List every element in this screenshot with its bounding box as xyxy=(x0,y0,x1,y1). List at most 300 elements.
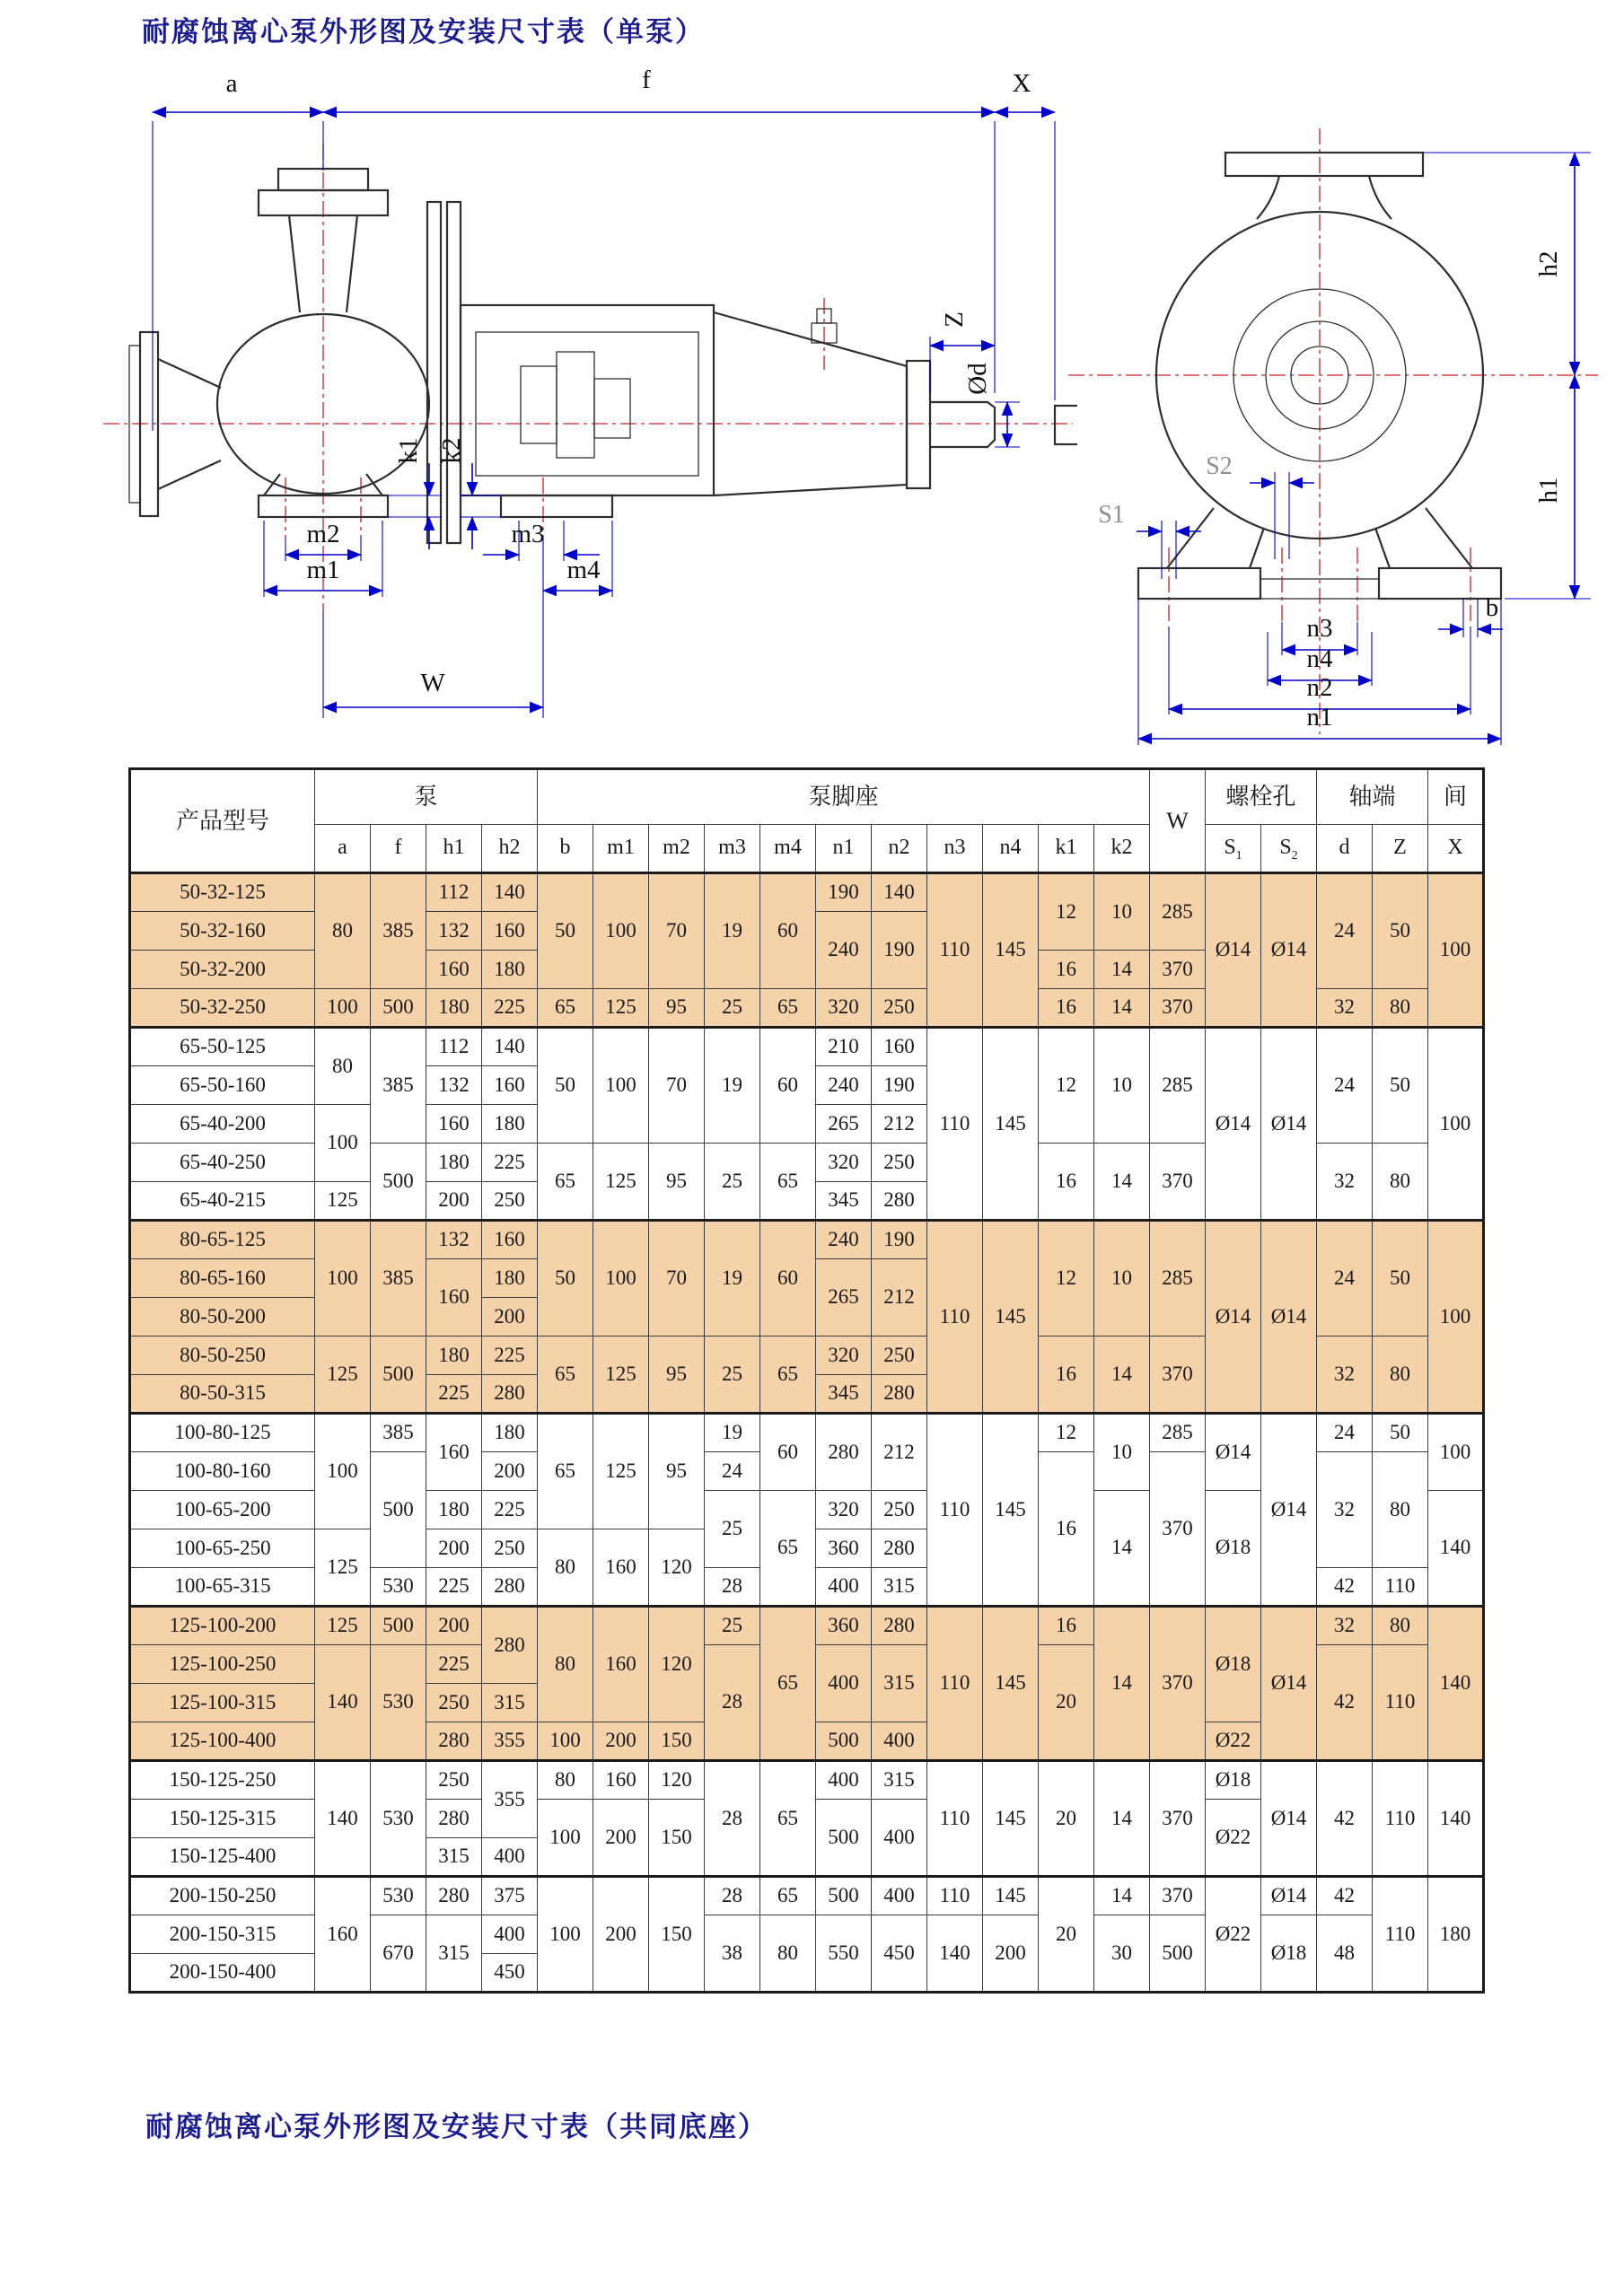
table-cell: 14 xyxy=(1094,1877,1150,1915)
table-cell: 145 xyxy=(983,1607,1039,1761)
table-cell: 14 xyxy=(1094,989,1150,1028)
table-cell: 110 xyxy=(1373,1761,1428,1877)
dim-w xyxy=(323,537,543,718)
table-cell: 670 xyxy=(371,1915,426,1993)
table-cell: 65 xyxy=(760,1144,816,1221)
table-cell: 160 xyxy=(426,951,482,989)
table-cell: 65 xyxy=(760,1607,816,1761)
table-cell: 530 xyxy=(371,1568,426,1607)
dim-feet-vertical xyxy=(388,438,501,550)
table-cell: 125 xyxy=(315,1336,371,1414)
dim-shaft xyxy=(930,311,1020,447)
table-cell: 60 xyxy=(760,1028,816,1144)
table-cell: 200 xyxy=(593,1722,649,1761)
table-cell: 10 xyxy=(1094,1414,1150,1491)
table-cell: 145 xyxy=(983,1761,1039,1877)
table-cell: 200-150-315 xyxy=(130,1915,315,1954)
table-cell: 110 xyxy=(1373,1645,1428,1761)
table-cell: 370 xyxy=(1150,1452,1206,1607)
table-cell: 60 xyxy=(760,1414,816,1491)
table-cell: Ø14 xyxy=(1261,1221,1317,1414)
table-cell: 16 xyxy=(1039,1336,1094,1414)
table-cell: 140 xyxy=(315,1761,371,1877)
table-cell: 24 xyxy=(1317,1221,1373,1336)
table-cell: Ø14 xyxy=(1206,1414,1261,1491)
table-cell: 50 xyxy=(1373,1221,1428,1336)
table-row xyxy=(130,1221,1484,1259)
shaft-end xyxy=(930,402,995,447)
table-cell: 125-100-315 xyxy=(130,1684,315,1722)
table-cell: 12 xyxy=(1039,1221,1094,1336)
table-cell: 65-40-215 xyxy=(130,1182,315,1221)
table-cell: 32 xyxy=(1317,1144,1373,1221)
table-cell: Ø18 xyxy=(1261,1915,1317,1993)
discharge-flange xyxy=(1225,153,1423,176)
table-cell: 20 xyxy=(1039,1761,1094,1877)
table-cell: Ø14 xyxy=(1206,873,1261,1028)
table-cell: 225 xyxy=(482,1144,538,1182)
table-cell: 95 xyxy=(649,1144,705,1221)
table-cell: 100 xyxy=(538,1800,593,1877)
table-cell: 42 xyxy=(1317,1645,1373,1761)
table-cell: 355 xyxy=(482,1761,538,1838)
table-cell: 100 xyxy=(1428,1028,1484,1221)
table-cell: 100-80-125 xyxy=(130,1414,315,1452)
table-cell: 180 xyxy=(482,1105,538,1144)
dim-label-a: a xyxy=(225,69,238,98)
table-cell: 370 xyxy=(1150,1761,1206,1877)
table-cell: 100-65-200 xyxy=(130,1491,315,1529)
table-cell: 280 xyxy=(872,1529,927,1568)
table-cell: 280 xyxy=(872,1375,927,1414)
table-cell: 370 xyxy=(1150,1336,1206,1414)
column-header: n1 xyxy=(816,825,872,873)
dim-label-n2: n2 xyxy=(1306,673,1333,702)
table-cell: 180 xyxy=(426,1336,482,1375)
dim-label-h2: h2 xyxy=(1534,250,1563,277)
column-header: k2 xyxy=(1094,825,1150,873)
column-header: m2 xyxy=(649,825,705,873)
table-cell: 10 xyxy=(1094,1028,1150,1144)
dim-label-f: f xyxy=(642,66,651,94)
table-cell: 65 xyxy=(760,1877,816,1915)
table-cell: 125 xyxy=(315,1182,371,1221)
table-cell: 12 xyxy=(1039,1414,1094,1452)
left-foot-leg xyxy=(1167,508,1264,568)
table-cell: 65 xyxy=(538,1336,593,1414)
table-cell: 180 xyxy=(482,1414,538,1452)
table-cell: 400 xyxy=(816,1645,872,1722)
table-cell: 315 xyxy=(426,1915,482,1993)
table-cell: 65-40-250 xyxy=(130,1144,315,1182)
dim-label-m4: m4 xyxy=(566,556,601,584)
table-cell: 150-125-400 xyxy=(130,1838,315,1877)
dim-label-n3: n3 xyxy=(1306,614,1333,643)
table-cell: 16 xyxy=(1039,1607,1094,1645)
table-cell: Ø14 xyxy=(1261,1028,1317,1221)
table-cell: 80-50-250 xyxy=(130,1336,315,1375)
dim-label-od: Ød xyxy=(963,363,992,395)
table-cell: 280 xyxy=(872,1607,927,1645)
table-cell: 500 xyxy=(371,1336,426,1414)
table-cell: 160 xyxy=(426,1414,482,1491)
column-header: W xyxy=(1150,769,1206,873)
table-cell: 19 xyxy=(705,1221,760,1336)
table-cell: 110 xyxy=(1373,1877,1428,1993)
table-cell: 32 xyxy=(1317,1607,1373,1645)
table-cell: 240 xyxy=(816,1066,872,1105)
table-cell: 250 xyxy=(426,1684,482,1722)
table-cell: 14 xyxy=(1094,951,1150,989)
table-cell: 32 xyxy=(1317,1336,1373,1414)
table-cell: 110 xyxy=(927,1221,983,1414)
table-cell: 400 xyxy=(872,1722,927,1761)
table-cell: 500 xyxy=(1150,1915,1206,1993)
table-cell: 60 xyxy=(760,1221,816,1336)
table-cell: 370 xyxy=(1150,1144,1206,1221)
table-cell: 200-150-400 xyxy=(130,1954,315,1993)
table-cell: 120 xyxy=(649,1761,705,1800)
column-header: $S_2$ xyxy=(1261,825,1317,873)
column-header: 螺栓孔 xyxy=(1206,769,1317,825)
column-header: n2 xyxy=(872,825,927,873)
column-header: m4 xyxy=(760,825,816,873)
dim-label-h1: h1 xyxy=(1534,477,1563,504)
table-cell: 370 xyxy=(1150,1607,1206,1761)
table-cell: 80-65-160 xyxy=(130,1259,315,1298)
table-cell: 70 xyxy=(649,1221,705,1336)
table-cell: 125 xyxy=(593,1144,649,1221)
table-cell: 100-80-160 xyxy=(130,1452,315,1491)
table-cell: 145 xyxy=(983,1221,1039,1414)
table-cell: 48 xyxy=(1317,1915,1373,1993)
table-cell: 132 xyxy=(426,912,482,951)
header-row xyxy=(130,769,1484,825)
table-cell: 225 xyxy=(482,1336,538,1375)
table-cell: 50 xyxy=(1373,873,1428,989)
table-cell: 200 xyxy=(426,1182,482,1221)
table-cell: 100 xyxy=(538,1722,593,1761)
table-cell: Ø22 xyxy=(1206,1800,1261,1877)
table-cell: 20 xyxy=(1039,1645,1094,1761)
column-header: d xyxy=(1317,825,1373,873)
table-cell: 110 xyxy=(927,1761,983,1877)
table-cell: 112 xyxy=(426,873,482,912)
table-cell: 95 xyxy=(649,1336,705,1414)
table-cell: 65-40-200 xyxy=(130,1105,315,1144)
right-foot-plate xyxy=(1379,568,1501,599)
table-cell: 250 xyxy=(872,1491,927,1529)
table-cell: 200 xyxy=(593,1800,649,1877)
table-cell: 500 xyxy=(371,1452,426,1568)
pump-front-view-drawing xyxy=(1023,106,1616,752)
table-cell: 250 xyxy=(426,1761,482,1800)
table-cell: 285 xyxy=(1150,1221,1206,1336)
table-cell: 50-32-250 xyxy=(130,989,315,1028)
table-cell: 25 xyxy=(705,1607,760,1645)
table-cell: 280 xyxy=(482,1375,538,1414)
table-cell: 110 xyxy=(1373,1568,1428,1607)
page-title-bottom: 耐腐蚀离心泵外形图及安装尺寸表（共同底座） xyxy=(145,2111,768,2143)
table-cell: 180 xyxy=(482,1259,538,1298)
table-cell: 200 xyxy=(426,1529,482,1568)
table-cell: 200 xyxy=(482,1452,538,1491)
table-cell: 25 xyxy=(705,1336,760,1414)
dim-label-n4: n4 xyxy=(1306,644,1333,673)
table-cell: 28 xyxy=(705,1645,760,1761)
table-cell: 100 xyxy=(1428,873,1484,1028)
table-cell: 80 xyxy=(315,873,371,989)
dim-label-z: Z xyxy=(940,311,969,328)
table-cell: 250 xyxy=(872,1336,927,1375)
table-cell: 100 xyxy=(315,989,371,1028)
table-cell: Ø18 xyxy=(1206,1761,1261,1800)
table-cell: 200 xyxy=(983,1915,1039,1993)
dim-label-b: b xyxy=(1485,593,1499,622)
table-cell: 95 xyxy=(649,1414,705,1529)
table-cell: 225 xyxy=(426,1645,482,1684)
table-cell: 160 xyxy=(426,1105,482,1144)
table-cell: 160 xyxy=(482,912,538,951)
table-cell: 24 xyxy=(1317,1028,1373,1144)
dim-label-m1: m1 xyxy=(306,556,340,584)
table-cell: 80-65-125 xyxy=(130,1221,315,1259)
table-cell: 140 xyxy=(1428,1761,1484,1877)
table-cell: 65 xyxy=(538,1144,593,1221)
table-cell: 50-32-200 xyxy=(130,951,315,989)
page-title: 耐腐蚀离心泵外形图及安装尺寸表（单泵） xyxy=(142,16,705,48)
table-cell: 80 xyxy=(760,1915,816,1993)
table-cell: 385 xyxy=(371,1221,426,1336)
table-cell: 42 xyxy=(1317,1877,1373,1915)
table-cell: 80 xyxy=(538,1607,593,1722)
table-cell: 450 xyxy=(482,1954,538,1993)
table-cell: 19 xyxy=(705,1028,760,1144)
table-cell: 180 xyxy=(426,1144,482,1182)
table-cell: 80 xyxy=(1373,1452,1428,1568)
table-cell: 120 xyxy=(649,1529,705,1607)
table-cell: 25 xyxy=(705,1144,760,1221)
table-cell: 320 xyxy=(816,1336,872,1375)
table-cell: 16 xyxy=(1039,951,1094,989)
table-cell: 190 xyxy=(872,912,927,989)
table-cell: 315 xyxy=(426,1838,482,1877)
table-cell: 65 xyxy=(760,1761,816,1877)
dim-chain-top xyxy=(153,66,1055,431)
table-cell: 10 xyxy=(1094,1221,1150,1336)
table-cell: 80 xyxy=(1373,1607,1428,1645)
table-cell: 320 xyxy=(816,1491,872,1529)
table-cell: 140 xyxy=(872,873,927,912)
table-cell: 250 xyxy=(872,989,927,1028)
bearing-bracket xyxy=(461,305,714,495)
table-cell: 370 xyxy=(1150,1877,1206,1915)
dim-label-s1: S1 xyxy=(1098,501,1125,529)
table-cell: 265 xyxy=(816,1259,872,1336)
dim-label-m3: m3 xyxy=(511,520,545,548)
table-cell: 285 xyxy=(1150,1414,1206,1452)
table-cell: 345 xyxy=(816,1375,872,1414)
dim-label-x: X xyxy=(1012,69,1031,98)
table-cell: 210 xyxy=(816,1028,872,1066)
table-cell: 360 xyxy=(816,1529,872,1568)
table-cell: 315 xyxy=(872,1645,927,1722)
table-cell: 250 xyxy=(482,1529,538,1568)
table-cell: 250 xyxy=(872,1144,927,1182)
table-cell: 500 xyxy=(816,1877,872,1915)
table-cell: 50 xyxy=(1373,1028,1428,1144)
table-cell: 80 xyxy=(538,1529,593,1607)
table-cell: 160 xyxy=(426,1259,482,1336)
table-cell: 280 xyxy=(482,1607,538,1684)
table-cell: 400 xyxy=(872,1800,927,1877)
left-foot-plate xyxy=(1138,568,1260,599)
table-cell: 65 xyxy=(760,989,816,1028)
table-cell: 125 xyxy=(315,1607,371,1645)
table-cell: Ø18 xyxy=(1206,1607,1261,1722)
table-cell: 400 xyxy=(482,1838,538,1877)
column-header: m1 xyxy=(593,825,649,873)
table-cell: 100 xyxy=(593,873,649,989)
table-cell: 280 xyxy=(426,1800,482,1838)
table-row xyxy=(130,1607,1484,1645)
dim-rear-foot xyxy=(483,520,612,597)
table-cell: 400 xyxy=(482,1915,538,1954)
table-cell: 160 xyxy=(872,1028,927,1066)
table-cell: 100 xyxy=(593,1221,649,1336)
table-cell: Ø18 xyxy=(1206,1491,1261,1607)
table-cell: 225 xyxy=(426,1375,482,1414)
table-cell: 80-50-315 xyxy=(130,1375,315,1414)
table-cell: 320 xyxy=(816,989,872,1028)
table-cell: Ø14 xyxy=(1261,1877,1317,1915)
table-cell: 140 xyxy=(1428,1607,1484,1761)
table-cell: 80-50-200 xyxy=(130,1298,315,1336)
table-cell: 30 xyxy=(1094,1915,1150,1993)
table-cell: 225 xyxy=(426,1568,482,1607)
table-row xyxy=(130,1028,1484,1066)
table-row xyxy=(130,1877,1484,1915)
table-cell: 100 xyxy=(1428,1221,1484,1414)
centerlines xyxy=(103,144,1073,610)
table-cell: 65 xyxy=(538,1414,593,1529)
rear-foot-plate xyxy=(501,495,612,517)
table-cell: Ø14 xyxy=(1206,1221,1261,1414)
table-cell: 150-125-250 xyxy=(130,1761,315,1800)
table-row xyxy=(130,1414,1484,1452)
table-cell: 375 xyxy=(482,1877,538,1915)
header-row xyxy=(130,825,1484,873)
table-cell: Ø14 xyxy=(1261,1414,1317,1607)
dim-label-w: W xyxy=(420,669,445,697)
dim-label-k2: k2 xyxy=(437,437,466,464)
table-cell: Ø14 xyxy=(1261,1761,1317,1877)
column-header: f xyxy=(371,825,426,873)
table-cell: 200 xyxy=(426,1607,482,1645)
table-cell: 530 xyxy=(371,1645,426,1761)
table-cell: 95 xyxy=(649,989,705,1028)
column-header: 泵 xyxy=(315,769,538,825)
table-cell: 280 xyxy=(872,1182,927,1221)
table-cell: 50-32-125 xyxy=(130,873,315,912)
table-cell: 212 xyxy=(872,1259,927,1336)
table-cell: 100 xyxy=(315,1105,371,1182)
table-cell: 125 xyxy=(593,1414,649,1529)
column-header: 产品型号 xyxy=(130,769,315,873)
table-cell: 14 xyxy=(1094,1336,1150,1414)
table-cell: 125-100-400 xyxy=(130,1722,315,1761)
table-cell: 16 xyxy=(1039,989,1094,1028)
dim-label-n1: n1 xyxy=(1306,703,1333,732)
table-cell: 145 xyxy=(983,1877,1039,1915)
table-cell: 100-65-315 xyxy=(130,1568,315,1607)
table-cell: 60 xyxy=(760,873,816,989)
table-cell: 140 xyxy=(927,1915,983,1993)
column-header: 间 xyxy=(1428,769,1484,825)
table-cell: 150 xyxy=(649,1800,705,1877)
table-cell: 280 xyxy=(482,1568,538,1607)
table-cell: 100 xyxy=(315,1221,371,1336)
table-cell: 110 xyxy=(927,873,983,1028)
table-cell: 80 xyxy=(315,1028,371,1105)
table-cell: 25 xyxy=(705,989,760,1028)
table-cell: 132 xyxy=(426,1066,482,1105)
table-cell: 400 xyxy=(816,1568,872,1607)
table-cell: 530 xyxy=(371,1761,426,1877)
table-row xyxy=(130,873,1484,912)
table-cell: 100 xyxy=(1428,1414,1484,1491)
table-cell: 500 xyxy=(371,989,426,1028)
shaft-boss xyxy=(907,361,930,488)
table-cell: 140 xyxy=(1428,1491,1484,1607)
table-cell: 125 xyxy=(315,1529,371,1607)
table-cell: 42 xyxy=(1317,1568,1373,1607)
table-cell: Ø14 xyxy=(1206,1028,1261,1221)
table-cell: 180 xyxy=(426,989,482,1028)
table-cell: 100 xyxy=(593,1028,649,1144)
centerlines xyxy=(1068,128,1598,734)
table-cell: 65-50-160 xyxy=(130,1066,315,1105)
table-cell: 500 xyxy=(371,1144,426,1221)
table-cell: 225 xyxy=(482,1491,538,1529)
table-cell: 140 xyxy=(482,1028,538,1066)
table-cell: 19 xyxy=(705,873,760,989)
table-cell: 150 xyxy=(649,1877,705,1993)
table-cell: 285 xyxy=(1150,873,1206,951)
table-cell: 160 xyxy=(593,1761,649,1800)
table-cell: 500 xyxy=(816,1722,872,1761)
table-cell: 370 xyxy=(1150,951,1206,989)
table-cell: 400 xyxy=(872,1877,927,1915)
table-cell: 125 xyxy=(593,1336,649,1414)
table-cell: 65 xyxy=(760,1336,816,1414)
table-cell: 100 xyxy=(315,1414,371,1529)
right-foot-leg xyxy=(1375,508,1472,568)
table-cell: 50-32-160 xyxy=(130,912,315,951)
dim-label-s2: S2 xyxy=(1206,452,1233,480)
table-cell: 160 xyxy=(315,1877,371,1993)
table-cell: 14 xyxy=(1094,1144,1150,1221)
table-cell: 145 xyxy=(983,1414,1039,1607)
table-cell: 16 xyxy=(1039,1452,1094,1607)
table-cell: 70 xyxy=(649,1028,705,1144)
table-cell: 265 xyxy=(816,1105,872,1144)
table-cell: 110 xyxy=(927,1607,983,1761)
table-cell: 280 xyxy=(426,1722,482,1761)
table-cell: 450 xyxy=(872,1915,927,1993)
table-cell: 250 xyxy=(482,1182,538,1221)
table-cell: 80 xyxy=(1373,989,1428,1028)
